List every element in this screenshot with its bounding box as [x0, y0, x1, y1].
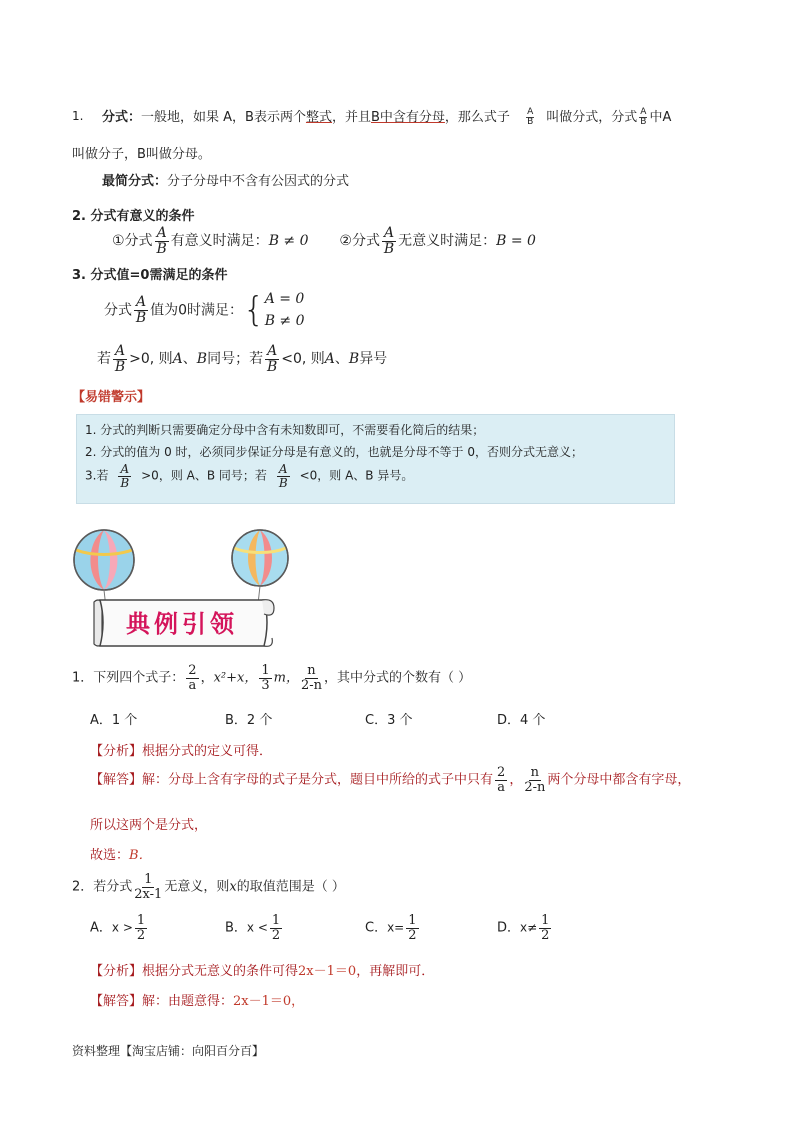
- s1-text3: ，那么式子: [444, 110, 510, 125]
- s3-cond2: B ≠ 0: [264, 313, 305, 330]
- s1-underline-1: 整式: [305, 110, 332, 125]
- s1-text2: ，并且: [331, 110, 371, 125]
- s3-r1-pre: 若: [97, 351, 111, 368]
- s1-fraction-1: $\frac{A}{B}$: [527, 106, 534, 127]
- warning-line-2: 2. 分式的值为 0 时，必须同步保证分母是有意义的，也就是分母不等于 0，否则分式无意义；: [85, 445, 583, 459]
- q2-analysis-eq: 2x－1＝0: [298, 964, 357, 979]
- s3-r2-a: A: [324, 351, 335, 368]
- q2-fraction: $\frac{1}{2x-1}$: [134, 872, 163, 902]
- footer-source: 资料整理【淘宝店铺：向阳百分百】: [72, 1044, 265, 1058]
- q1-answer-line2: 所以这两个是分式，: [90, 818, 208, 833]
- q1-fraction-3: $\frac{1}{3}$: [261, 663, 270, 693]
- s2-conditions: [112, 226, 536, 256]
- s1-underline-2: B中含有分母: [371, 110, 445, 125]
- example-banner-illustration: [68, 528, 298, 658]
- s3-mid: 值为0时满足：: [150, 302, 244, 319]
- s3-r2-sep: 、: [334, 351, 349, 368]
- q1-option-d[interactable]: D．4 个: [497, 713, 546, 728]
- s1-simplest: [102, 170, 349, 189]
- s1-text4: 叫做分式，分式: [546, 110, 638, 125]
- s3-r1-sep: 、: [182, 351, 197, 368]
- q1-answer-fraction-1: $\frac{2}{a}$: [497, 765, 506, 795]
- s2-c2-cond: B = 0: [496, 233, 536, 250]
- s3-r1-mid: >0, 则: [129, 351, 173, 368]
- s3-r2-end: 异号: [359, 351, 388, 368]
- q1-choose: 故选：B．: [90, 848, 152, 863]
- s3-condition: [104, 288, 305, 333]
- beach-ball-right-icon: [232, 530, 288, 604]
- s1-fraction-2: $\frac{A}{B}$: [640, 106, 647, 127]
- q2-stem: 2．若分式 $\frac{1}{2x-1}$ 无意义，则x的取值范围是（ ）: [72, 872, 345, 902]
- q2-option-c[interactable]: C．x= $\frac{1}{2}$: [365, 913, 417, 943]
- s2-c2-pre: ②分式: [339, 233, 380, 250]
- s2-title: 2. 分式有意义的条件: [72, 209, 195, 224]
- q1-choose-value: B．: [129, 848, 152, 863]
- s1-head: 分式：: [102, 110, 142, 125]
- s3-brace: {: [243, 290, 265, 331]
- s3-system: [265, 288, 305, 333]
- warning-label: 【易错警示】: [72, 390, 151, 405]
- s1-text1: 一般地，如果 A，B表示两个: [141, 110, 306, 125]
- s2-c1-cond: B ≠ 0: [268, 233, 309, 250]
- q1-option-c[interactable]: C．3 个: [365, 713, 413, 728]
- s3-r2-mid: <0, 则: [281, 351, 325, 368]
- q2-var: x: [229, 879, 237, 895]
- s3-rule-fraction-2: $\frac{A}{B}$: [267, 343, 278, 375]
- s3-r1-b: B: [196, 351, 208, 368]
- s2-c2-post: 无意义时满足：: [398, 233, 497, 250]
- s2-fraction-2: $\frac{A}{B}$: [383, 225, 395, 257]
- s1-number: 1.: [72, 109, 84, 123]
- s3-fraction: $\frac{A}{B}$: [135, 294, 147, 326]
- q1-fraction-4: $\frac{n}{2-n}$: [300, 663, 323, 693]
- warning-line-3: 3.若 $\frac{A}{B}$ >0，则 A、B 同号；若 $\frac{A}{B}$ <0，则 A、B 异号。: [85, 462, 414, 490]
- warning-fraction-1: $\frac{A}{B}$: [120, 462, 130, 490]
- q2-option-d[interactable]: D．x≠ $\frac{1}{2}$: [497, 913, 550, 943]
- q1-stem: 1．下列四个式子： $\frac{2}{a}$ ，x²+x， $\frac{1}{3}$ m， $\frac{n}{2-n}$ ，其中分式的个数有（ ）: [72, 663, 472, 693]
- q1-option-b[interactable]: B．2 个: [225, 713, 273, 728]
- s2-c1-pre: ①分式: [112, 233, 153, 250]
- s1-line1: [102, 106, 671, 127]
- q1-analysis: 【分析】根据分式的定义可得．: [90, 744, 273, 759]
- q1-option-a[interactable]: A．1 个: [90, 713, 138, 728]
- s3-sign-rule: [97, 344, 387, 374]
- q1-answer-fraction-2: $\frac{n}{2-n}$: [524, 765, 546, 795]
- s3-r2-b: B: [348, 351, 360, 368]
- s3-pre: 分式: [104, 302, 132, 319]
- q2-option-a[interactable]: A．x > $\frac{1}{2}$: [90, 913, 146, 943]
- s1-text5: 中A: [649, 110, 672, 125]
- s1-simplest-head: 最简分式：: [102, 174, 168, 189]
- s2-fraction-1: $\frac{A}{B}$: [156, 225, 167, 257]
- s3-title: 3. 分式值=0需满足的条件: [72, 268, 228, 283]
- banner-title: 典例引领: [126, 609, 238, 638]
- s3-cond1: A = 0: [264, 291, 305, 307]
- s1-simplest-text: 分子分母中不含有公因式的分式: [167, 174, 350, 189]
- s2-c1-post: 有意义时满足：: [170, 233, 269, 250]
- warning-fraction-2: $\frac{A}{B}$: [278, 462, 288, 490]
- q1-fraction-1: $\frac{2}{a}$: [188, 663, 197, 693]
- q2-answer-eq: 2x－1＝0，: [233, 994, 305, 1009]
- q2-answer: 【解答】解：由题意得：2x－1＝0，: [90, 994, 305, 1009]
- q2-analysis: 【分析】根据分式无意义的条件可得2x－1＝0，再解即可．: [90, 964, 435, 979]
- scroll-ribbon-icon: [94, 600, 274, 647]
- s3-r1-end: 同号；若: [207, 351, 264, 368]
- q2-option-b[interactable]: B．x < $\frac{1}{2}$: [225, 913, 281, 943]
- warning-box: [76, 414, 675, 504]
- s3-rule-fraction-1: $\frac{A}{B}$: [114, 343, 126, 375]
- q1-expr-3: m，: [273, 670, 299, 686]
- s1-line2: 叫做分子，B叫做分母。: [72, 147, 211, 162]
- q1-expr-2: x²+x，: [213, 670, 258, 686]
- s3-r1-a: A: [172, 351, 183, 368]
- beach-ball-left-icon: [74, 530, 134, 608]
- q1-answer: 【解答】解：分母上含有字母的式子是分式，题目中所给的式子中只有 $\frac{2}{a}$ ， $\frac{n}{2-n}$ 两个分母中都含有字母，: [90, 765, 691, 795]
- warning-line-1: 1. 分式的判断只需要确定分母中含有未知数即可，不需要看化简后的结果；: [85, 423, 485, 437]
